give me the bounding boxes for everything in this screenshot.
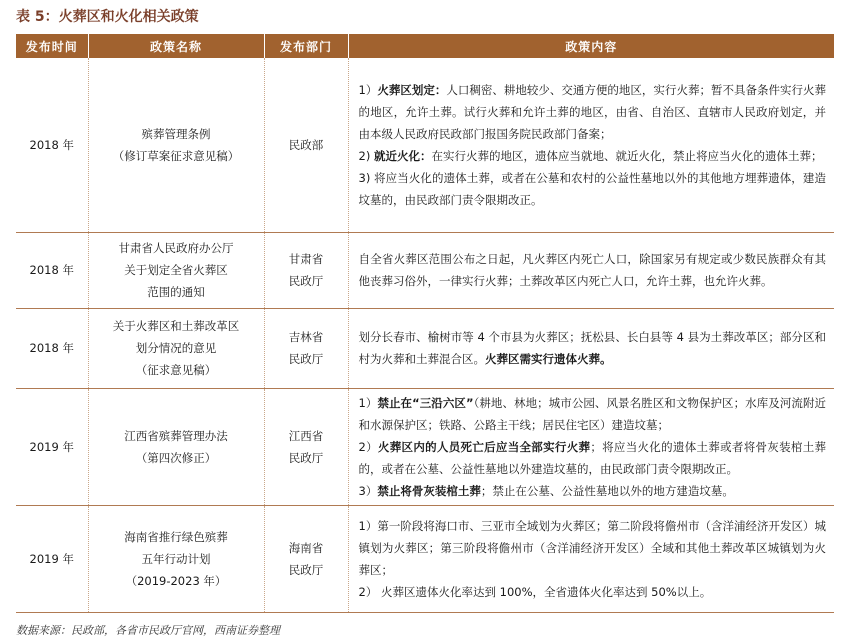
policy-content-text: 1） [358,395,378,410]
department-line: 民政部 [288,137,324,152]
policy-content-emphasis: 火葬区划定： [377,82,447,97]
policy-content-cell [348,232,834,308]
policy-content-paragraph [359,79,827,145]
policy-content-emphasis: 禁止在“三沿六区” [377,395,474,410]
policy-name-line: （第四次修正） [135,450,217,465]
policy-content-paragraph [359,581,827,603]
policy-content-paragraph [359,248,827,292]
policy-name-line: 甘肃省人民政府办公厅 [118,241,234,255]
policy-name-line: 江西省殡葬管理办法 [124,428,228,443]
policy-content-text: 1） [358,82,378,97]
policy-name-line: 殡葬管理条例 [141,126,211,141]
policy-name-line: （2019-2023 年） [125,573,227,588]
policy-content-emphasis: 就近火化： [373,148,432,163]
header-department: 发布部门 [264,34,348,58]
policy-name-line: 划分情况的意见 [135,341,217,355]
policy-content-text: 2） 火葬区遗体火化率达到 100%，全省遗体火化率达到 50%以上。 [358,584,712,599]
department-line: 甘肃省 [288,252,324,266]
policy-content-cell [348,388,834,505]
policy-content-paragraph [359,392,827,436]
policy-content-paragraph [359,326,827,370]
policy-name-cell [88,505,264,612]
policy-content-text: 划分长春市、榆树市等 4 个市县为火葬区；抚松县、长白县等 4 县为土葬改革区；部分区和村为火葬和土葬混合区。 [358,330,826,366]
department-cell [264,505,348,612]
release-year-cell: 2019 年 [16,505,88,612]
policy-name-cell [88,388,264,505]
policy-content-text: ；将应当火化的遗体土葬或者将骨灰装棺土葬的，或者在公墓、公益性墓地以外建造坟墓的，由民政部门责令限期改正。 [358,439,826,476]
department-line: 江西省 [288,428,324,443]
table-row [16,58,834,232]
policy-content-text: ；禁止在公墓、公益性墓地以外的地方建造坟墓。 [480,483,734,498]
department-cell [264,232,348,308]
policy-table [16,34,834,613]
policy-content-cell [348,308,834,388]
policy-content-paragraph [359,436,827,480]
department-line: 民政厅 [288,274,324,288]
policy-name-line: 关于火葬区和土葬改革区 [112,319,240,333]
header-policy-content: 政策内容 [348,34,834,58]
table-row [16,308,834,388]
policy-content-emphasis: 火葬区内的人员死亡后应当全部实行火葬 [377,439,591,454]
policy-name-line: 范围的通知 [147,285,205,299]
policy-content-paragraph [359,145,827,167]
policy-content-text: 人口稠密、耕地较少、交通方便的地区，实行火葬；暂不具备条件实行火葬的地区，允许土葬。试行火葬和允许土葬的地区，由省、自治区、直辖市人民政府划定，并由本级人民政府民政部门报国务院民政部门备案； [358,82,826,141]
policy-name-line: （征求意见稿） [135,363,217,377]
department-line: 民政厅 [288,450,324,465]
department-cell [264,308,348,388]
table-row [16,388,834,505]
policy-content-text: （耕地、林地；城市公园、风景名胜区和文物保护区；水库及河流附近和水源保护区；铁路、公路主干线；居民住宅区）建造坟墓； [358,395,826,432]
release-year-cell: 2018 年 [16,308,88,388]
department-cell [264,58,348,232]
release-year-cell: 2018 年 [16,232,88,308]
table-row [16,505,834,612]
policy-name-line: 五年行动计划 [141,551,211,566]
table-title: 表 5：火葬区和火化相关政策 [16,9,199,25]
policy-content-text: 在实行火葬的地区，遗体应当就地、就近火化，禁止将应当火化的遗体土葬； [431,148,823,163]
department-line: 民政厅 [288,562,324,577]
policy-content-cell [348,505,834,612]
policy-name-line: 海南省推行绿色殡葬 [124,529,228,544]
policy-content-paragraph [359,480,827,502]
policy-content-text: 3） [358,483,378,498]
policy-name-cell [88,58,264,232]
policy-content-paragraph [359,167,827,211]
department-line: 吉林省 [288,330,324,344]
data-source-note: 数据来源：民政部，各省市民政厅官网，西南证券整理 [16,624,280,637]
header-policy-name: 政策名称 [88,34,264,58]
header-release-date: 发布时间 [16,34,88,58]
policy-content-emphasis: 火葬区需实行遗体火葬。 [485,352,612,366]
policy-name-cell [88,232,264,308]
release-year-cell: 2019 年 [16,388,88,505]
policy-name-cell [88,308,264,388]
policy-name-line: （修订草案征求意见稿） [112,148,240,163]
policy-content-text: 1）第一阶段将海口市、三亚市全域划为火葬区；第二阶段将儋州市（含洋浦经济开发区）城镇划为火葬区；第三阶段将儋州市（含洋浦经济开发区）全域和其他土葬改革区城镇划为火葬区； [358,518,826,577]
table-row [16,232,834,308]
department-line: 民政厅 [288,352,324,366]
policy-content-text: 2) [358,148,374,163]
department-cell [264,388,348,505]
policy-content-text: 自全省火葬区范围公布之日起，凡火葬区内死亡人口，除国家另有规定或少数民族群众有其他丧葬习俗外，一律实行火葬；土葬改革区内死亡人口，允许土葬，也允许火葬。 [358,252,826,288]
policy-content-paragraph [359,515,827,581]
release-year-cell: 2018 年 [16,58,88,232]
table-header-row [16,34,834,58]
department-line: 海南省 [288,540,324,555]
policy-content-text: 2） [358,439,378,454]
policy-content-cell [348,58,834,232]
policy-content-emphasis: 禁止将骨灰装棺土葬 [377,483,481,498]
policy-name-line: 关于划定全省火葬区 [124,263,228,277]
policy-content-text: 3) 将应当火化的遗体土葬，或者在公墓和农村的公益性墓地以外的其他地方埋葬遗体，建造坟墓的，由民政部门责令限期改正。 [358,170,826,207]
